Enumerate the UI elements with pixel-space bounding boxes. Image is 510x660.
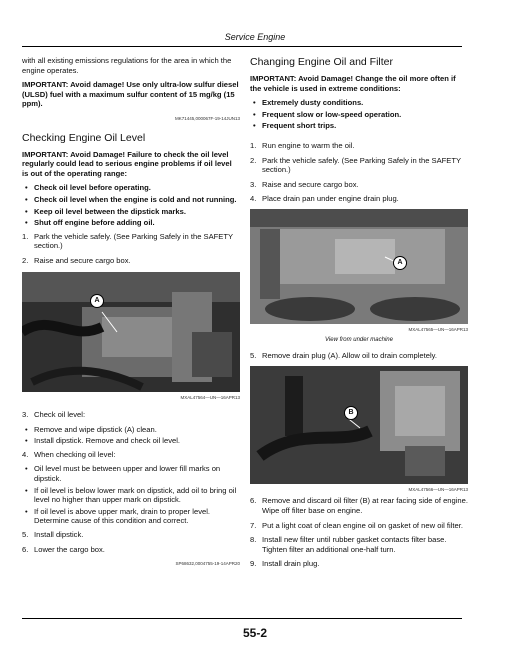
extreme-conditions-bullets xyxy=(250,98,468,131)
bullet-item: • Extremely dusty conditions. xyxy=(262,98,468,108)
step-number: 2. xyxy=(250,155,257,165)
step-text: Run engine to warm the oil. xyxy=(262,140,355,150)
step-item xyxy=(22,410,240,420)
step-number: 6. xyxy=(250,496,257,506)
page-header-title: Service Engine xyxy=(224,32,286,42)
step-number: 8. xyxy=(250,535,257,545)
step-text: Raise and secure cargo box. xyxy=(34,255,131,265)
callout-a: A xyxy=(90,294,104,308)
step-item xyxy=(250,194,468,204)
step-text: Put a light coat of clean engine oil on gasket of new oil filter. xyxy=(262,520,463,530)
photo-caption: View from under machine xyxy=(325,336,393,343)
bullet-item: • If oil level is below lower mark on dipstick, add oil to bring oil level no higher than upper mark on dipstick. xyxy=(34,486,240,505)
footer-divider xyxy=(22,618,462,619)
step-item xyxy=(250,535,468,554)
step-text: Lower the cargo box. xyxy=(34,544,105,554)
step-item xyxy=(250,351,468,361)
page-number: 55-2 xyxy=(242,626,268,640)
callout-a: A xyxy=(393,256,407,270)
step-number: 1. xyxy=(250,140,257,150)
engine-dipstick-photo xyxy=(22,272,240,392)
step3-bullets xyxy=(22,425,240,446)
step-item xyxy=(22,530,240,540)
underside-photo-illustration xyxy=(250,209,468,324)
bullet-item: • Install dipstick. Remove and check oil level. xyxy=(34,436,240,446)
left-column xyxy=(22,56,240,577)
important-change-note: IMPORTANT: Avoid Damage! Change the oil more often if the vehicle is used in extreme conditions: xyxy=(250,74,456,93)
step-text: Install dipstick. xyxy=(34,530,84,540)
step-text: Install drain plug. xyxy=(262,559,320,569)
callout-b: B xyxy=(344,406,358,420)
step-number: 1. xyxy=(22,231,29,241)
step-item xyxy=(250,141,468,151)
step-number: 9. xyxy=(250,559,257,569)
important-oil-note: IMPORTANT: Avoid Damage! Failure to check the oil level regularly could lead to serious engine problems if oil level is out of the operating range: xyxy=(22,149,232,178)
step-text: Park the vehicle safely. (See Parking Safely in the SAFETY section.) xyxy=(262,155,461,175)
step-number: 3. xyxy=(22,410,29,420)
filter-photo-illustration xyxy=(250,366,468,484)
step-item xyxy=(250,521,468,531)
engine-photo-illustration xyxy=(22,272,240,392)
step-item xyxy=(250,180,468,190)
step-text: Park the vehicle safely. (See Parking Safely in the SAFETY section.) xyxy=(34,231,233,251)
right-column xyxy=(250,56,468,574)
bullet-item: • Oil level must be between upper and lower fill marks on dipstick. xyxy=(34,464,240,483)
step-number: 4. xyxy=(22,449,29,459)
bullet-item: • Check oil level when the engine is cold and not running. xyxy=(34,195,240,205)
reference-code: MK71445,000067F-19-14JUN13 xyxy=(174,115,240,121)
step-number: 5. xyxy=(22,530,29,540)
step-item xyxy=(22,545,240,555)
step-text: Remove drain plug (A). Allow oil to drain completely. xyxy=(262,351,438,361)
step-text: Place drain pan under engine drain plug. xyxy=(262,194,399,204)
photo-reference: MXAL47565—UN—16APR13 xyxy=(408,326,468,332)
section-heading-check-oil: Checking Engine Oil Level xyxy=(22,131,146,144)
reference-code: SP68632,0004755-19-14APR20 xyxy=(175,561,240,567)
header-divider xyxy=(22,46,462,47)
step-number: 4. xyxy=(250,194,257,204)
step-number: 2. xyxy=(22,255,29,265)
step-text: When checking oil level: xyxy=(34,449,116,459)
bullet-item: • Shut off engine before adding oil. xyxy=(34,218,240,228)
step-number: 6. xyxy=(22,544,29,554)
step-number: 3. xyxy=(250,179,257,189)
step-item xyxy=(250,559,468,569)
step-number: 5. xyxy=(250,351,257,361)
bullet-item: • If oil level is above upper mark, drain to proper level. Determine cause of this condition and correct. xyxy=(34,507,240,526)
step-item xyxy=(22,232,240,251)
photo-reference: MXAL47566—UN—16APR13 xyxy=(408,486,468,492)
bullet-item: • Remove and wipe dipstick (A) clean. xyxy=(34,425,240,435)
oil-check-bullets xyxy=(22,183,240,227)
step-text: Check oil level: xyxy=(34,410,86,420)
oil-filter-photo xyxy=(250,366,468,484)
drain-plug-photo xyxy=(250,209,468,324)
intro-text: with all existing emissions regulations for the area in which the engine operates. xyxy=(22,56,232,75)
photo-reference: MXAL47564—UN—16APR13 xyxy=(180,394,240,400)
step-item xyxy=(250,156,468,175)
step-text: Install new filter until rubber gasket contacts filter base. Tighten filter an additional one-half turn. xyxy=(262,535,447,554)
step-item xyxy=(22,450,240,460)
bullet-item: • Frequent slow or low-speed operation. xyxy=(262,110,468,120)
step-item xyxy=(22,256,240,266)
bullet-item: • Keep oil level between the dipstick marks. xyxy=(34,207,240,217)
step-item xyxy=(250,496,468,515)
important-fuel-note: IMPORTANT: Avoid damage! Use only ultra-low sulfur diesel (ULSD) fuel with a maximum sulfur content of 15 mg/kg (15 ppm). xyxy=(22,80,239,109)
step4-bullets xyxy=(22,464,240,526)
bullet-item: • Check oil level before operating. xyxy=(34,183,240,193)
step-text: Remove and discard oil filter (B) at rear facing side of engine. Wipe off filter base on engine. xyxy=(262,496,468,515)
step-number: 7. xyxy=(250,520,257,530)
bullet-item: • Frequent short trips. xyxy=(262,121,468,131)
section-heading-change-oil: Changing Engine Oil and Filter xyxy=(250,56,394,68)
step-text: Raise and secure cargo box. xyxy=(262,179,359,189)
